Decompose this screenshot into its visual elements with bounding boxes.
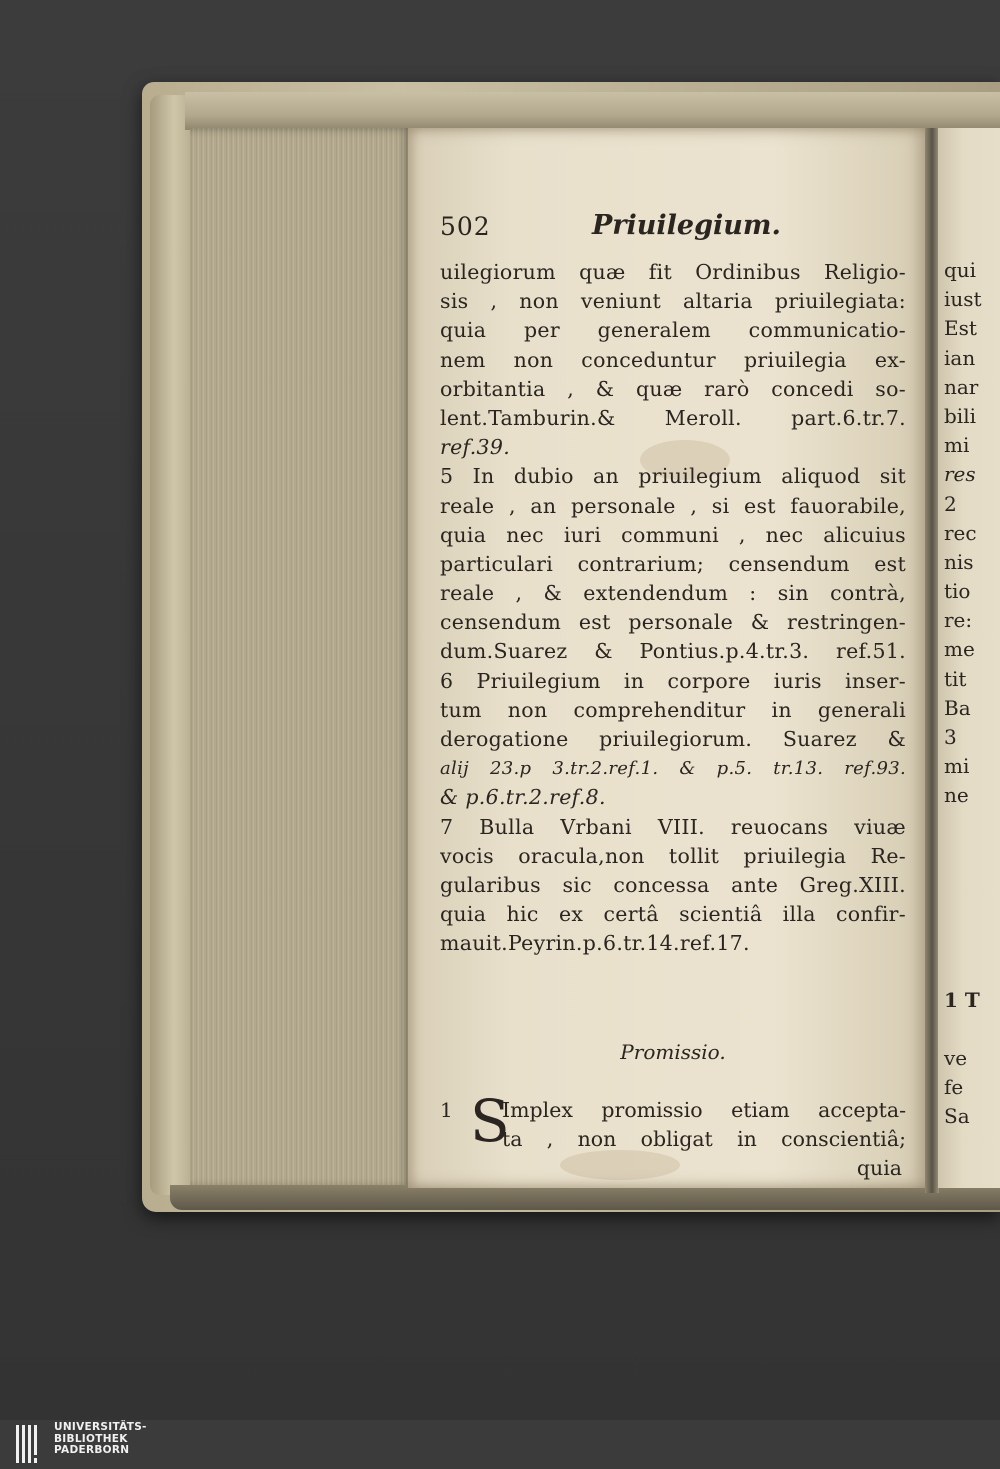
text-line: Implex promissio etiam accepta- xyxy=(502,1098,906,1122)
library-name-line: BIBLIOTHEK xyxy=(54,1432,128,1445)
fragment-line xyxy=(944,811,1000,840)
running-head: Priuilegium. xyxy=(592,210,781,241)
text-line: & p.6.tr.2.ref.8. xyxy=(440,785,606,810)
facing-page xyxy=(938,128,1000,1188)
text-line: sis , non veniunt altaria priuilegiata: xyxy=(440,289,906,314)
text-line: reale , an personale , si est fauorabile, xyxy=(440,493,906,518)
text-line: quia nec iuri communi , nec alicuius xyxy=(440,522,906,547)
fragment-line: mi xyxy=(944,433,970,458)
fragment-line: nar xyxy=(944,374,979,399)
fragment-line xyxy=(944,869,1000,898)
fragment-line: 3 xyxy=(944,725,957,749)
fragment-line: re: xyxy=(944,608,973,633)
text-line: particulari contrarium; censendum est xyxy=(440,551,906,576)
fragment-line: Est xyxy=(944,316,977,341)
text-line: tum non comprehenditur in generali xyxy=(440,697,906,722)
page-body xyxy=(440,258,906,959)
fragment-line: ne xyxy=(944,783,969,808)
book-top-edge xyxy=(185,92,1000,130)
text-line: 6 Priuilegium in corpore iuris inser- xyxy=(440,668,906,693)
fragment-line: fe xyxy=(944,1075,964,1100)
text-line: uilegiorum quæ fit Ordinibus Religio- xyxy=(440,260,906,284)
drop-cap: S xyxy=(470,1087,510,1155)
book-gutter xyxy=(925,128,939,1193)
text-line: gularibus sic concessa ante Greg.XIII. xyxy=(440,872,906,897)
text-line: nem non conceduntur priuilegia ex- xyxy=(440,347,906,372)
fragment-line xyxy=(944,1015,1000,1044)
catchword: quia xyxy=(856,1156,902,1180)
text-line: reale , & extendendum : sin contrà, xyxy=(440,581,906,606)
fragment-line: nis xyxy=(944,549,974,574)
fragment-line: iust xyxy=(944,287,982,312)
footer-bar xyxy=(0,1420,1000,1469)
text-line: censendum est personale & restringen- xyxy=(440,610,906,635)
fragment-line: ian xyxy=(944,345,976,370)
page-edges xyxy=(190,128,412,1188)
fragment-line: Sa xyxy=(944,1104,970,1129)
fragment-line: Ba xyxy=(944,695,971,720)
facing-page-fragments xyxy=(944,128,1000,1132)
fragment-line: rec xyxy=(944,520,977,545)
fragment-line: mi xyxy=(944,754,970,779)
library-name-line: UNIVERSITÄTS- xyxy=(54,1421,147,1433)
library-name xyxy=(54,1422,147,1457)
fragment-line: bili xyxy=(944,403,976,428)
text-line: vocis oracula,non tollit priuilegia Re- xyxy=(440,843,906,868)
text-line: mauit.Peyrin.p.6.tr.14.ref.17. xyxy=(440,931,750,956)
fragment-line: tio xyxy=(944,579,971,604)
fragment-line: ve xyxy=(944,1046,968,1071)
page-number: 502 xyxy=(440,212,491,241)
page-header xyxy=(440,212,900,252)
fragment-line: res xyxy=(944,462,976,487)
fragment-line xyxy=(944,957,1000,986)
fragment-line: qui xyxy=(944,258,977,282)
fragment-line: tit xyxy=(944,666,967,691)
fragment-line xyxy=(944,840,1000,869)
library-name-line: PADERBORN xyxy=(54,1444,130,1456)
fragment-line xyxy=(944,927,1000,956)
fragment-line: me xyxy=(944,637,975,662)
fragment-line xyxy=(944,898,1000,927)
text-line: alij 23.p 3.tr.2.ref.1. & p.5. tr.13. ref.93. xyxy=(440,758,906,780)
text-line: derogatione priuilegiorum. Suarez & xyxy=(440,727,906,751)
section-heading: Promissio. xyxy=(620,1040,726,1064)
text-line: 7 Bulla Vrbani VIII. reuocans viuæ xyxy=(440,814,906,839)
text-line: dum.Suarez & Pontius.p.4.tr.3. ref.51. xyxy=(440,639,906,664)
text-line: ref.39. xyxy=(440,435,511,460)
text-line: 5 In dubio an priuilegium aliquod sit xyxy=(440,464,906,489)
text-line: quia per generalem communicatio- xyxy=(440,318,906,343)
book-bottom-edge xyxy=(170,1185,1000,1210)
library-logo-icon xyxy=(14,1423,48,1465)
text-line: orbitantia , & quæ rarò concedi so- xyxy=(440,376,906,401)
paragraph-number: 1 xyxy=(440,1098,453,1122)
text-line: lent.Tamburin.& Meroll. part.6.tr.7. xyxy=(440,405,906,430)
text-line: quia hic ex certâ scientiâ illa confir- xyxy=(440,902,906,927)
fragment-line: 1 T xyxy=(944,987,980,1012)
fragment-line: 2 xyxy=(944,491,957,516)
text-line: ta , non obligat in conscientiâ; xyxy=(502,1127,906,1151)
